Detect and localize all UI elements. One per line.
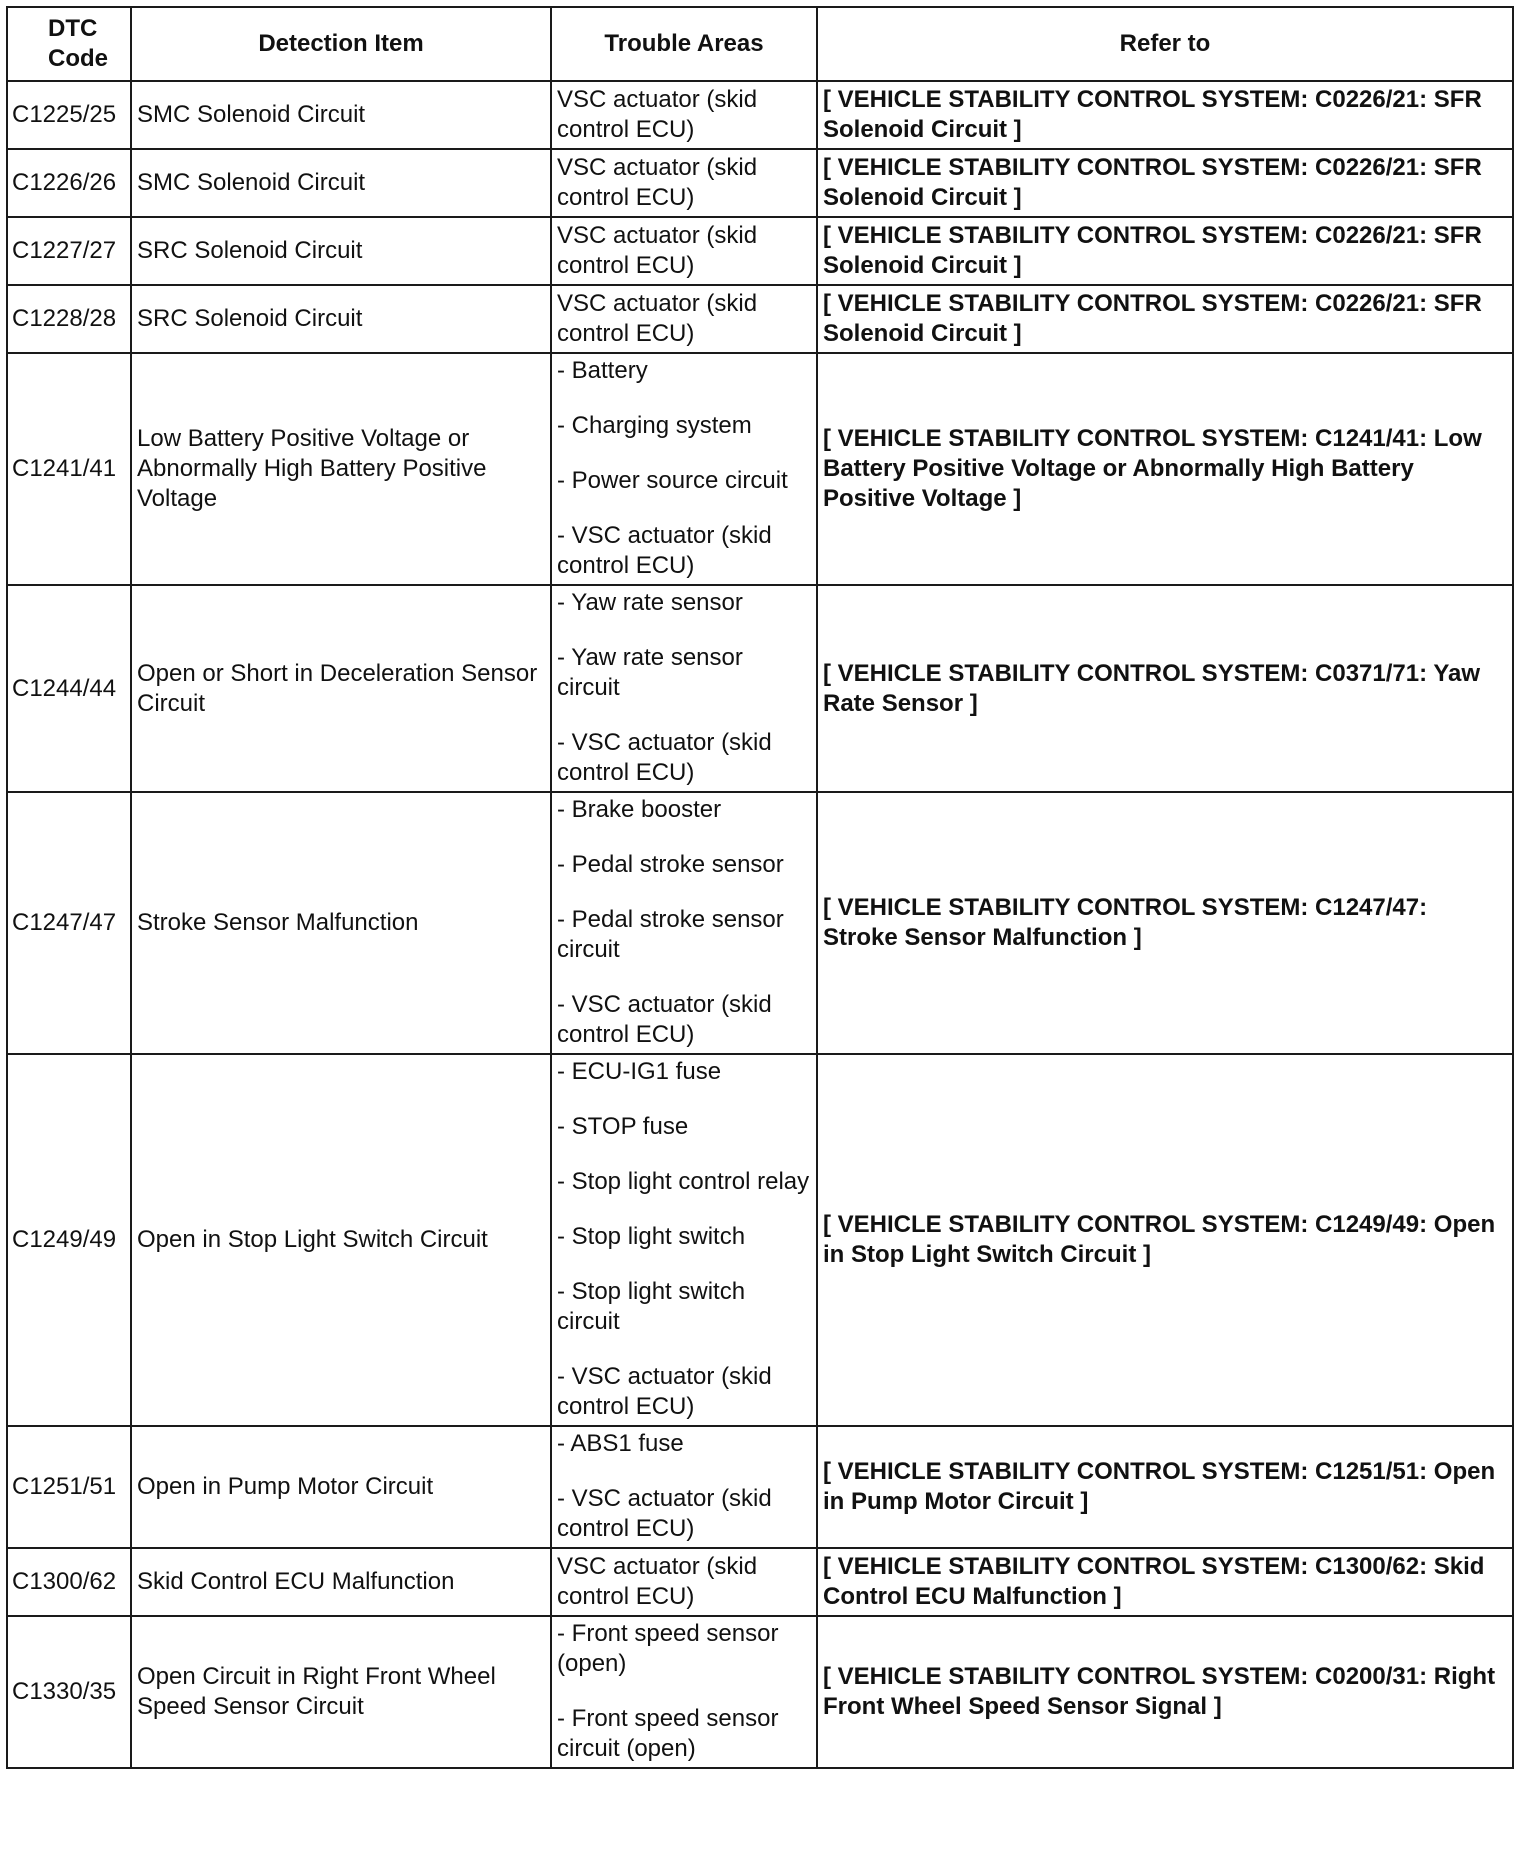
trouble-areas-cell [551, 585, 817, 792]
trouble-area-item: - Front speed sensor circuit (open) [557, 1705, 779, 1762]
trouble-area-item: - VSC actuator (skid control ECU) [557, 729, 772, 786]
detection-item-cell: Open in Pump Motor Circuit [131, 1426, 551, 1548]
detection-item-cell: Open in Stop Light Switch Circuit [131, 1054, 551, 1426]
table-row [7, 1548, 1513, 1616]
refer-to-link[interactable]: [ VEHICLE STABILITY CONTROL SYSTEM: C1249/49: Open in Stop Light Switch Circuit ] [823, 1211, 1496, 1268]
refer-to-link[interactable]: [ VEHICLE STABILITY CONTROL SYSTEM: C1247/47: Stroke Sensor Malfunction ] [823, 894, 1428, 951]
table-row [7, 1426, 1513, 1548]
header-refer-to: Refer to [817, 7, 1513, 81]
refer-to-cell [817, 585, 1513, 792]
trouble-area-item: VSC actuator (skid control ECU) [557, 1552, 758, 1610]
trouble-area-item: - VSC actuator (skid control ECU) [557, 1363, 772, 1420]
table-row [7, 217, 1513, 285]
trouble-areas-cell [551, 792, 817, 1054]
trouble-area-item: VSC actuator (skid control ECU) [557, 289, 758, 347]
dtc-code-cell: C1227/27 [7, 217, 131, 285]
trouble-area-item: - Brake booster [557, 796, 722, 823]
trouble-areas-cell [551, 285, 817, 353]
refer-to-cell [817, 1616, 1513, 1768]
table-row [7, 285, 1513, 353]
table-header-row [7, 7, 1513, 81]
detection-item-cell: Open or Short in Deceleration Sensor Circuit [131, 585, 551, 792]
refer-to-cell [817, 353, 1513, 585]
trouble-areas-cell [551, 81, 817, 149]
refer-to-cell [817, 285, 1513, 353]
trouble-area-item: - VSC actuator (skid control ECU) [557, 1485, 772, 1542]
dtc-code-cell: C1251/51 [7, 1426, 131, 1548]
trouble-area-item: - Charging system [557, 412, 752, 439]
refer-to-link[interactable]: [ VEHICLE STABILITY CONTROL SYSTEM: C0226/21: SFR Solenoid Circuit ] [823, 86, 1482, 143]
detection-item-cell: Skid Control ECU Malfunction [131, 1548, 551, 1616]
trouble-area-item: - Pedal stroke sensor [557, 851, 784, 878]
refer-to-cell [817, 1426, 1513, 1548]
refer-to-cell [817, 149, 1513, 217]
trouble-area-item: - Stop light switch circuit [557, 1278, 746, 1335]
trouble-area-item: - STOP fuse [557, 1113, 689, 1140]
trouble-area-item: - Yaw rate sensor [557, 589, 743, 616]
trouble-areas-cell [551, 1426, 817, 1548]
refer-to-cell [817, 1054, 1513, 1426]
trouble-area-item: - Pedal stroke sensor circuit [557, 906, 784, 963]
refer-to-link[interactable]: [ VEHICLE STABILITY CONTROL SYSTEM: C0371/71: Yaw Rate Sensor ] [823, 659, 1481, 717]
refer-to-link[interactable]: [ VEHICLE STABILITY CONTROL SYSTEM: C1300/62: Skid Control ECU Malfunction ] [823, 1553, 1485, 1610]
header-dtc-code: DTC Code [7, 7, 131, 81]
trouble-area-item: VSC actuator (skid control ECU) [557, 153, 758, 211]
trouble-area-item: - Front speed sensor (open) [557, 1620, 779, 1677]
refer-to-cell [817, 792, 1513, 1054]
refer-to-cell [817, 81, 1513, 149]
trouble-area-item: - Stop light control relay [557, 1168, 810, 1195]
detection-item-cell: Stroke Sensor Malfunction [131, 792, 551, 1054]
trouble-areas-cell [551, 217, 817, 285]
dtc-code-cell: C1247/47 [7, 792, 131, 1054]
trouble-area-item: - ABS1 fuse [557, 1430, 684, 1457]
table-row [7, 1054, 1513, 1426]
table-row [7, 585, 1513, 792]
table-row [7, 1616, 1513, 1768]
dtc-code-cell: C1300/62 [7, 1548, 131, 1616]
trouble-area-item: - VSC actuator (skid control ECU) [557, 522, 772, 579]
trouble-areas-cell [551, 1054, 817, 1426]
table-row [7, 353, 1513, 585]
dtc-code-cell: C1330/35 [7, 1616, 131, 1768]
trouble-area-item: - Power source circuit [557, 467, 788, 494]
dtc-table-page [6, 6, 1512, 1769]
table-row [7, 792, 1513, 1054]
table-row [7, 149, 1513, 217]
detection-item-cell: Open Circuit in Right Front Wheel Speed Sensor Circuit [131, 1616, 551, 1768]
dtc-code-cell: C1228/28 [7, 285, 131, 353]
trouble-area-item: - VSC actuator (skid control ECU) [557, 991, 772, 1048]
trouble-areas-cell [551, 149, 817, 217]
header-trouble-areas: Trouble Areas [551, 7, 817, 81]
trouble-area-item: - Battery [557, 357, 648, 384]
trouble-area-item: VSC actuator (skid control ECU) [557, 85, 758, 143]
refer-to-link[interactable]: [ VEHICLE STABILITY CONTROL SYSTEM: C0226/21: SFR Solenoid Circuit ] [823, 222, 1482, 279]
detection-item-cell: Low Battery Positive Voltage or Abnormally High Battery Positive Voltage [131, 353, 551, 585]
refer-to-link[interactable]: [ VEHICLE STABILITY CONTROL SYSTEM: C0200/31: Right Front Wheel Speed Sensor Signal ] [823, 1663, 1496, 1720]
dtc-table [6, 6, 1514, 1769]
trouble-areas-cell [551, 1548, 817, 1616]
refer-to-link[interactable]: [ VEHICLE STABILITY CONTROL SYSTEM: C0226/21: SFR Solenoid Circuit ] [823, 290, 1482, 347]
refer-to-cell [817, 1548, 1513, 1616]
trouble-area-item: VSC actuator (skid control ECU) [557, 221, 758, 279]
dtc-code-cell: C1225/25 [7, 81, 131, 149]
dtc-code-cell: C1226/26 [7, 149, 131, 217]
header-detection-item: Detection Item [131, 7, 551, 81]
dtc-code-cell: C1244/44 [7, 585, 131, 792]
table-row [7, 81, 1513, 149]
refer-to-cell [817, 217, 1513, 285]
detection-item-cell: SRC Solenoid Circuit [131, 217, 551, 285]
refer-to-link[interactable]: [ VEHICLE STABILITY CONTROL SYSTEM: C0226/21: SFR Solenoid Circuit ] [823, 154, 1482, 211]
trouble-area-item: - Stop light switch [557, 1223, 746, 1250]
table-body [7, 81, 1513, 1768]
detection-item-cell: SMC Solenoid Circuit [131, 149, 551, 217]
detection-item-cell: SRC Solenoid Circuit [131, 285, 551, 353]
trouble-area-item: - ECU-IG1 fuse [557, 1058, 722, 1085]
trouble-areas-cell [551, 1616, 817, 1768]
trouble-area-item: - Yaw rate sensor circuit [557, 644, 743, 701]
refer-to-link[interactable]: [ VEHICLE STABILITY CONTROL SYSTEM: C1241/41: Low Battery Positive Voltage or Abnormally High Battery Positive Voltage ] [823, 425, 1482, 512]
dtc-code-cell: C1249/49 [7, 1054, 131, 1426]
detection-item-cell: SMC Solenoid Circuit [131, 81, 551, 149]
dtc-code-cell: C1241/41 [7, 353, 131, 585]
trouble-areas-cell [551, 353, 817, 585]
refer-to-link[interactable]: [ VEHICLE STABILITY CONTROL SYSTEM: C1251/51: Open in Pump Motor Circuit ] [823, 1458, 1496, 1515]
